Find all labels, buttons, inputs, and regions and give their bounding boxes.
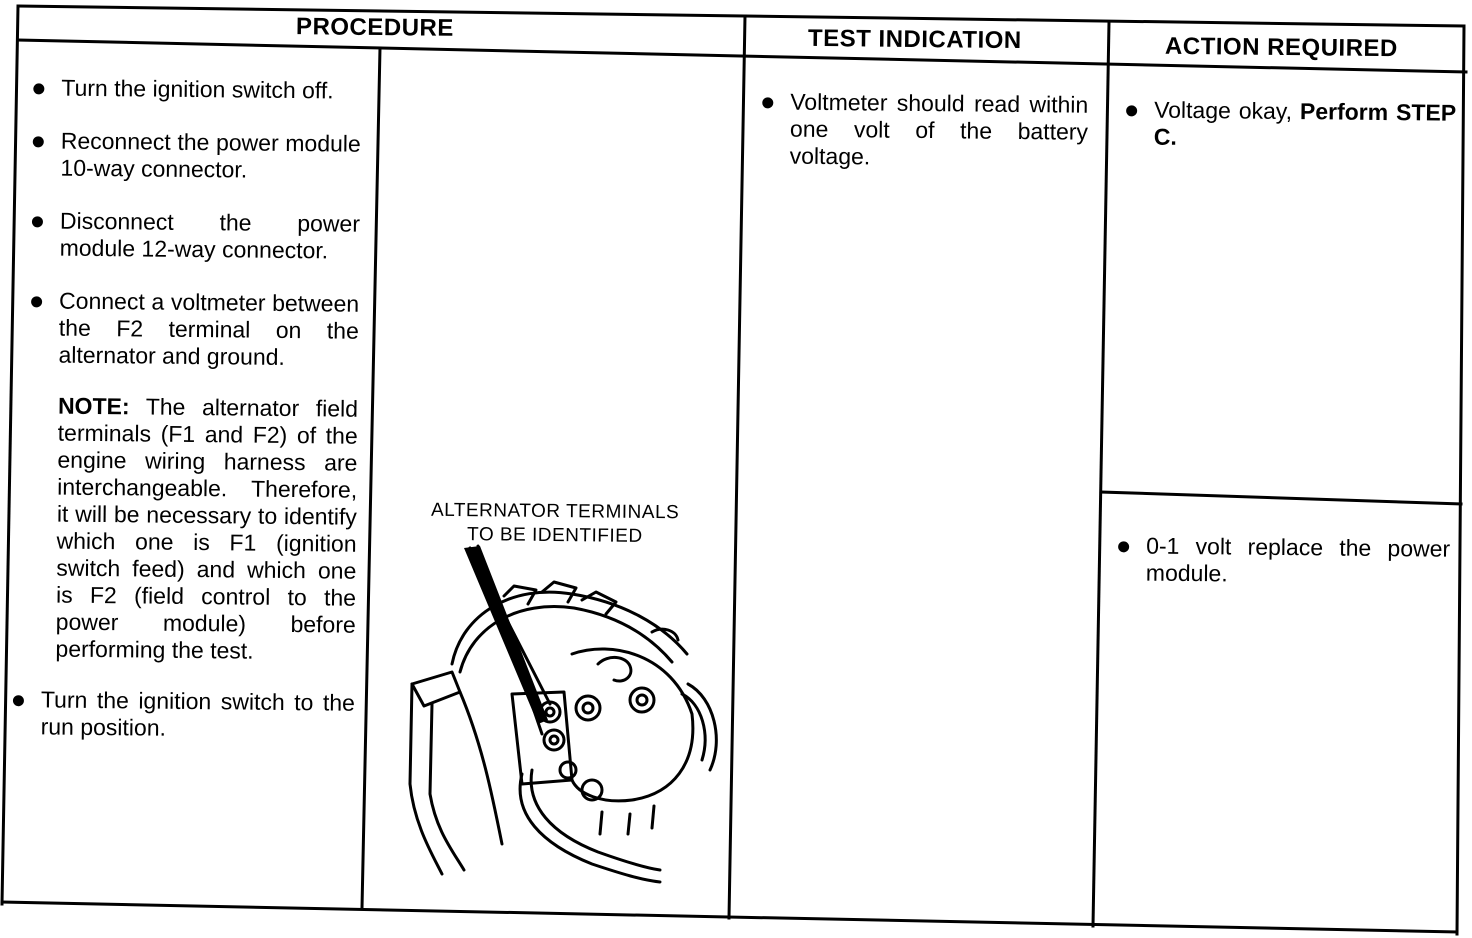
terminal-f2-icon bbox=[550, 736, 558, 744]
terminal-f2-icon bbox=[544, 730, 564, 750]
step-text: Reconnect the power module 10-way connector. bbox=[60, 127, 361, 183]
test-indication-text: Voltmeter should read within one volt of the battery voltage. bbox=[789, 88, 1089, 170]
test-indication-item bbox=[760, 88, 1089, 172]
bullet-icon bbox=[762, 97, 773, 108]
housing-detail-icon bbox=[652, 806, 654, 828]
terminal-stud-icon bbox=[630, 688, 654, 712]
bullet-icon bbox=[13, 695, 24, 706]
rear-cover-icon bbox=[572, 649, 693, 801]
action-row-divider bbox=[1101, 492, 1461, 504]
illustration-caption bbox=[410, 498, 700, 549]
bullet-icon bbox=[31, 296, 42, 307]
header-test-indication: TEST INDICATION bbox=[807, 24, 1022, 55]
terminal-f1-icon bbox=[546, 708, 554, 716]
bracket-icon bbox=[410, 684, 442, 874]
bullet-icon bbox=[32, 216, 43, 227]
housing-detail-icon bbox=[600, 812, 602, 834]
housing-detail-icon bbox=[628, 814, 630, 834]
procedure-note bbox=[25, 392, 358, 665]
step-text: Turn the ignition switch off. bbox=[61, 74, 334, 104]
bullet-icon bbox=[33, 136, 44, 147]
step-text: Connect a voltmeter between the F2 terminal on the alternator and ground. bbox=[58, 287, 360, 370]
pointer-arrow-icon bbox=[464, 546, 548, 724]
housing-detail-icon bbox=[598, 657, 631, 681]
header-procedure: PROCEDURE bbox=[295, 13, 455, 42]
housing-detail-icon bbox=[652, 629, 678, 640]
action-item bbox=[1116, 532, 1451, 589]
step-text: Turn the ignition switch to the run position. bbox=[40, 686, 356, 741]
action-lower-cell bbox=[1116, 532, 1451, 589]
action-text: Voltage okay, bbox=[1154, 96, 1293, 125]
bracket-icon bbox=[430, 704, 464, 870]
wiring-harness-icon bbox=[531, 770, 660, 870]
action-upper-cell bbox=[1124, 96, 1457, 153]
header-action-required: ACTION REQUIRED bbox=[1164, 32, 1398, 63]
test-indication-cell bbox=[760, 88, 1089, 172]
terminal-stud-icon bbox=[560, 762, 576, 778]
note-text: The alternator field terminals (F1 and F2) of the engine wiring harness are interchangeable. Therefore, it will be necessary to identify which one is F1 (ignition switch feed) and which one is F2 (field control to the power module) before performing the test. bbox=[55, 393, 359, 664]
bracket-icon bbox=[412, 672, 460, 706]
caption-line: ALTERNATOR TERMINALS bbox=[430, 499, 680, 524]
procedure-inner-divider bbox=[362, 48, 380, 908]
caption-line: TO BE IDENTIFIED bbox=[467, 524, 643, 547]
column-divider-2 bbox=[1093, 22, 1109, 926]
alternator-illustration bbox=[392, 544, 722, 904]
step-text: Disconnect the power module 12-way connector. bbox=[59, 207, 361, 264]
action-item bbox=[1124, 96, 1457, 153]
bullet-icon bbox=[1126, 105, 1137, 116]
procedure-step bbox=[28, 287, 359, 371]
action-text: 0-1 volt replace the power module. bbox=[1145, 532, 1451, 587]
procedure-step bbox=[31, 74, 361, 104]
terminal-stud-icon bbox=[583, 703, 593, 713]
procedure-step bbox=[11, 686, 356, 744]
table-right-border bbox=[1457, 26, 1464, 934]
table-top-border bbox=[18, 6, 1464, 26]
table-left-border bbox=[2, 6, 18, 904]
bullet-icon bbox=[1118, 541, 1129, 552]
note-label: NOTE: bbox=[57, 392, 130, 420]
bullet-icon bbox=[33, 83, 44, 94]
column-divider-1 bbox=[729, 16, 745, 918]
action-step-reference: Perform STEP C. bbox=[1153, 98, 1457, 150]
procedure-step bbox=[30, 127, 361, 184]
procedure-steps bbox=[25, 74, 362, 743]
procedure-step bbox=[30, 207, 361, 264]
terminal-stud-icon bbox=[637, 695, 647, 705]
bracket-icon bbox=[460, 692, 502, 844]
terminal-stud-icon bbox=[576, 696, 600, 720]
